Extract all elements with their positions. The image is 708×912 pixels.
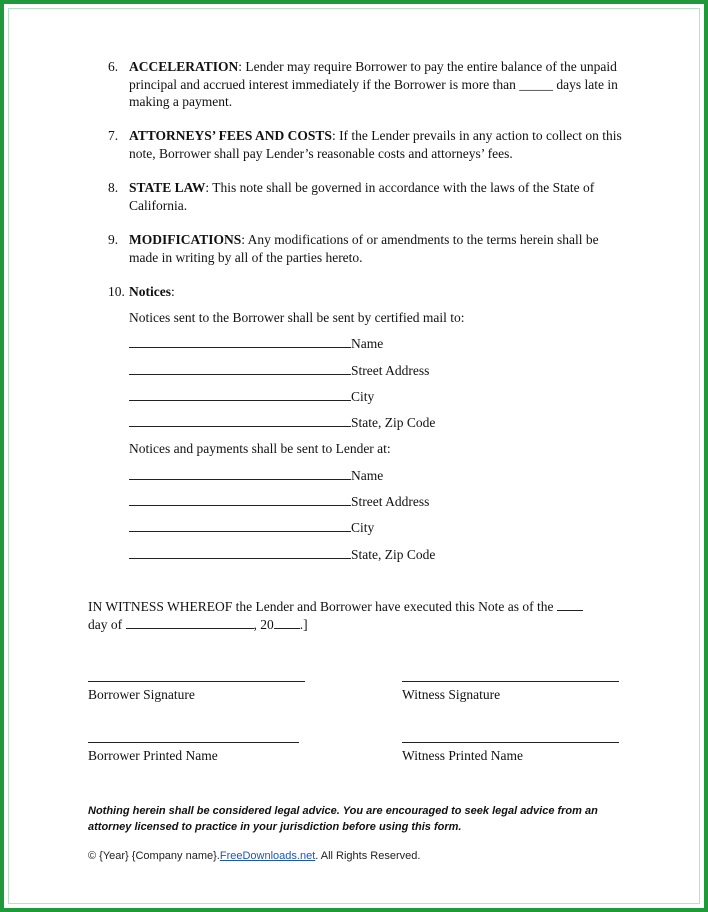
borrower-printed-name-label: Borrower Printed Name	[88, 748, 218, 763]
clause-notices	[108, 283, 628, 301]
borrower-street-line[interactable]	[129, 362, 429, 379]
witness-printed-name-line[interactable]	[402, 742, 619, 743]
clause-number: 6.	[108, 59, 119, 74]
field-label: Name	[351, 468, 384, 483]
clause-text: :	[170, 284, 175, 299]
lender-name-line[interactable]	[129, 467, 383, 484]
month-blank[interactable]	[126, 617, 254, 629]
clause-heading: STATE LAW	[129, 180, 206, 195]
borrower-name-line[interactable]	[129, 335, 383, 352]
clause-number: 7.	[108, 128, 119, 143]
copyright-suffix: . All Rights Reserved.	[315, 850, 421, 862]
clause-text: : Any modifications of or amendments to the terms herein shall be made in writing by all of the parties hereto.	[129, 232, 599, 265]
clause-text: : If the Lender prevails in any action to collect on this note, Borrower shall pay Lender’s reasonable costs and attorneys’ fees.	[129, 128, 622, 161]
borrower-printed-name-line[interactable]	[88, 742, 299, 743]
witness-signature-line[interactable]	[402, 681, 619, 682]
clause-state-law	[108, 179, 628, 214]
legal-disclaimer: Nothing herein shall be considered legal advice. You are encouraged to seek legal advice from an attorney licensed to practice in your jurisdiction before using this form.	[88, 805, 598, 833]
lender-notices-intro: Notices and payments shall be sent to Lender at:	[129, 441, 391, 456]
borrower-state-zip-line[interactable]	[129, 414, 435, 431]
field-label: State, Zip Code	[351, 415, 436, 430]
clause-heading: MODIFICATIONS	[129, 232, 242, 247]
day-blank[interactable]	[557, 599, 583, 611]
clause-text: : This note shall be governed in accordance with the laws of the State of California.	[129, 180, 595, 213]
year-blank[interactable]	[274, 617, 300, 629]
borrower-city-line[interactable]	[129, 388, 374, 405]
freedownloads-link[interactable]: FreeDownloads.net	[219, 850, 316, 862]
witness-signature-label: Witness Signature	[402, 687, 501, 702]
blank-line[interactable]	[129, 493, 351, 506]
field-label: Street Address	[351, 494, 430, 509]
copyright-prefix: © {Year} {Company name}.	[88, 850, 220, 862]
blank-line[interactable]	[129, 519, 351, 532]
borrower-notices-intro: Notices sent to the Borrower shall be sent by certified mail to:	[129, 310, 465, 325]
field-label: State, Zip Code	[351, 547, 436, 562]
blank-line[interactable]	[129, 335, 351, 348]
clause-number: 8.	[108, 180, 119, 195]
copyright-notice	[88, 850, 420, 862]
clause-heading: ACCELERATION	[129, 59, 239, 74]
witness-clause	[88, 598, 618, 634]
field-label: Name	[351, 336, 384, 351]
blank-line[interactable]	[129, 414, 351, 427]
field-label: City	[351, 389, 375, 404]
clause-acceleration	[108, 58, 628, 111]
blank-line[interactable]	[129, 362, 351, 375]
borrower-signature-label: Borrower Signature	[88, 687, 195, 702]
lender-city-line[interactable]	[129, 519, 374, 536]
witness-text-4: .]	[299, 617, 308, 632]
clause-number: 10.	[108, 284, 125, 299]
blank-line[interactable]	[129, 467, 351, 480]
blank-line[interactable]	[129, 546, 351, 559]
clause-heading: Notices	[129, 284, 171, 299]
lender-street-line[interactable]	[129, 493, 429, 510]
borrower-signature-line[interactable]	[88, 681, 305, 682]
witness-text-3: , 20	[253, 617, 274, 632]
witness-text-2: day of	[88, 617, 123, 632]
clause-modifications	[108, 231, 628, 266]
clause-text: : Lender may require Borrower to pay the entire balance of the unpaid principal and accrued interest immediately if the Borrower is more than _____ days late in making a payment.	[129, 59, 618, 109]
witness-printed-name-label: Witness Printed Name	[402, 748, 523, 763]
field-label: City	[351, 520, 375, 535]
blank-line[interactable]	[129, 388, 351, 401]
lender-state-zip-line[interactable]	[129, 546, 435, 563]
clause-number: 9.	[108, 232, 119, 247]
witness-text-1: IN WITNESS WHEREOF the Lender and Borrower have executed this Note as of the	[88, 599, 554, 614]
field-label: Street Address	[351, 363, 430, 378]
clause-attorneys-fees	[108, 127, 628, 162]
clause-heading: ATTORNEYS’ FEES AND COSTS	[129, 128, 332, 143]
